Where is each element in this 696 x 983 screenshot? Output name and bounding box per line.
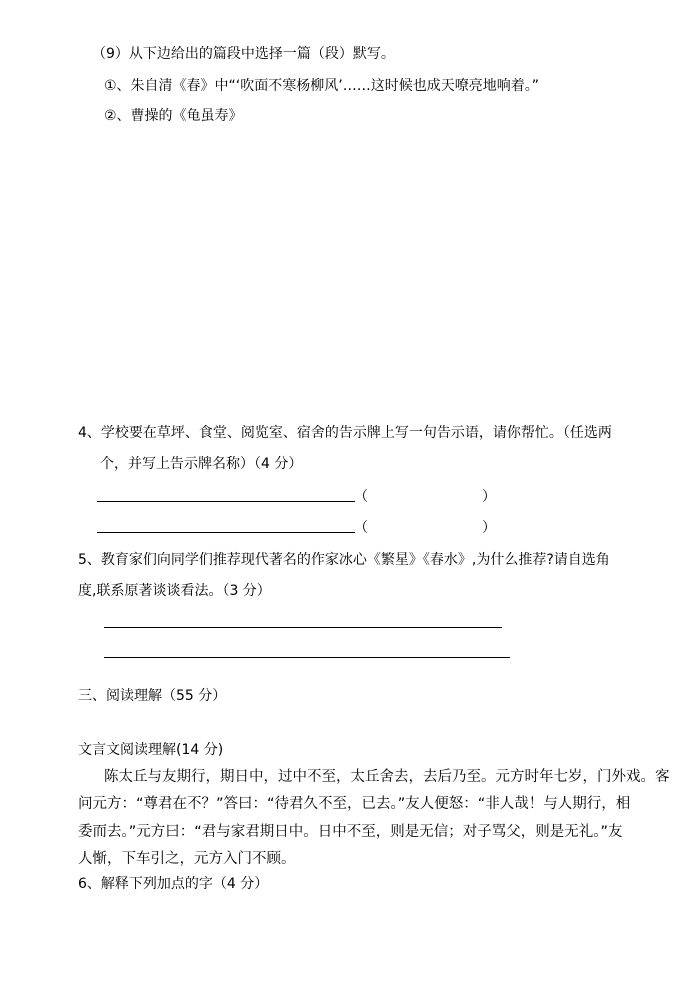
q5-line-2: 度,联系原著谈谈看法。（3 分） xyxy=(78,583,271,599)
passage-line-4: 人惭，下车引之，元方入门不顾。 xyxy=(78,851,296,867)
passage-line-2: 问元方：“尊君在不？”答曰：“待君久不至，已去。”友人便怒：“非人哉！与人期行，相 xyxy=(78,796,631,812)
answer-paren-open-2: （ xyxy=(354,520,368,536)
passage-line-1: 陈太丘与友期行，期日中，过中不至，太丘舍去，去后乃至。元方时年七岁，门外戏。客 xyxy=(104,769,670,785)
answer-line-2[interactable] xyxy=(97,532,355,533)
q5-line-1: 5、教育家们向同学们推荐现代著名的作家冰心《繁星》《春水》,为什么推荐?请自选角 xyxy=(78,552,610,568)
answer-line-4[interactable] xyxy=(104,657,510,658)
answer-line-3[interactable] xyxy=(104,627,502,628)
section-3-heading: 三、阅读理解（55 分） xyxy=(78,688,227,704)
classical-reading-heading: 文言文阅读理解(14 分) xyxy=(78,742,224,758)
q9-option-1: ①、朱自清《春》中“‘吹面不寒杨柳风’……这时候也成天嘹亮地响着。” xyxy=(104,78,539,94)
answer-paren-open-1: （ xyxy=(354,489,368,505)
answer-paren-close-1: ） xyxy=(482,489,496,505)
answer-line-1[interactable] xyxy=(97,501,355,502)
q6-title: 6、解释下列加点的字（4 分） xyxy=(78,876,269,892)
answer-paren-close-2: ） xyxy=(482,520,496,536)
q4-line-2: 个，并写上告示牌名称）（4 分） xyxy=(100,456,303,472)
q4-line-1: 4、学校要在草坪、食堂、阅览室、宿舍的告示牌上写一句告示语，请你帮忙。（任选两 xyxy=(78,425,612,441)
passage-line-3: 委而去。”元方曰：“君与家君期日中。日中不至，则是无信；对子骂父，则是无礼。”友 xyxy=(78,824,623,840)
q9-title: （9）从下边给出的篇段中选择一篇（段）默写。 xyxy=(92,46,395,62)
q9-option-2: ②、曹操的《龟虽寿》 xyxy=(104,108,243,124)
